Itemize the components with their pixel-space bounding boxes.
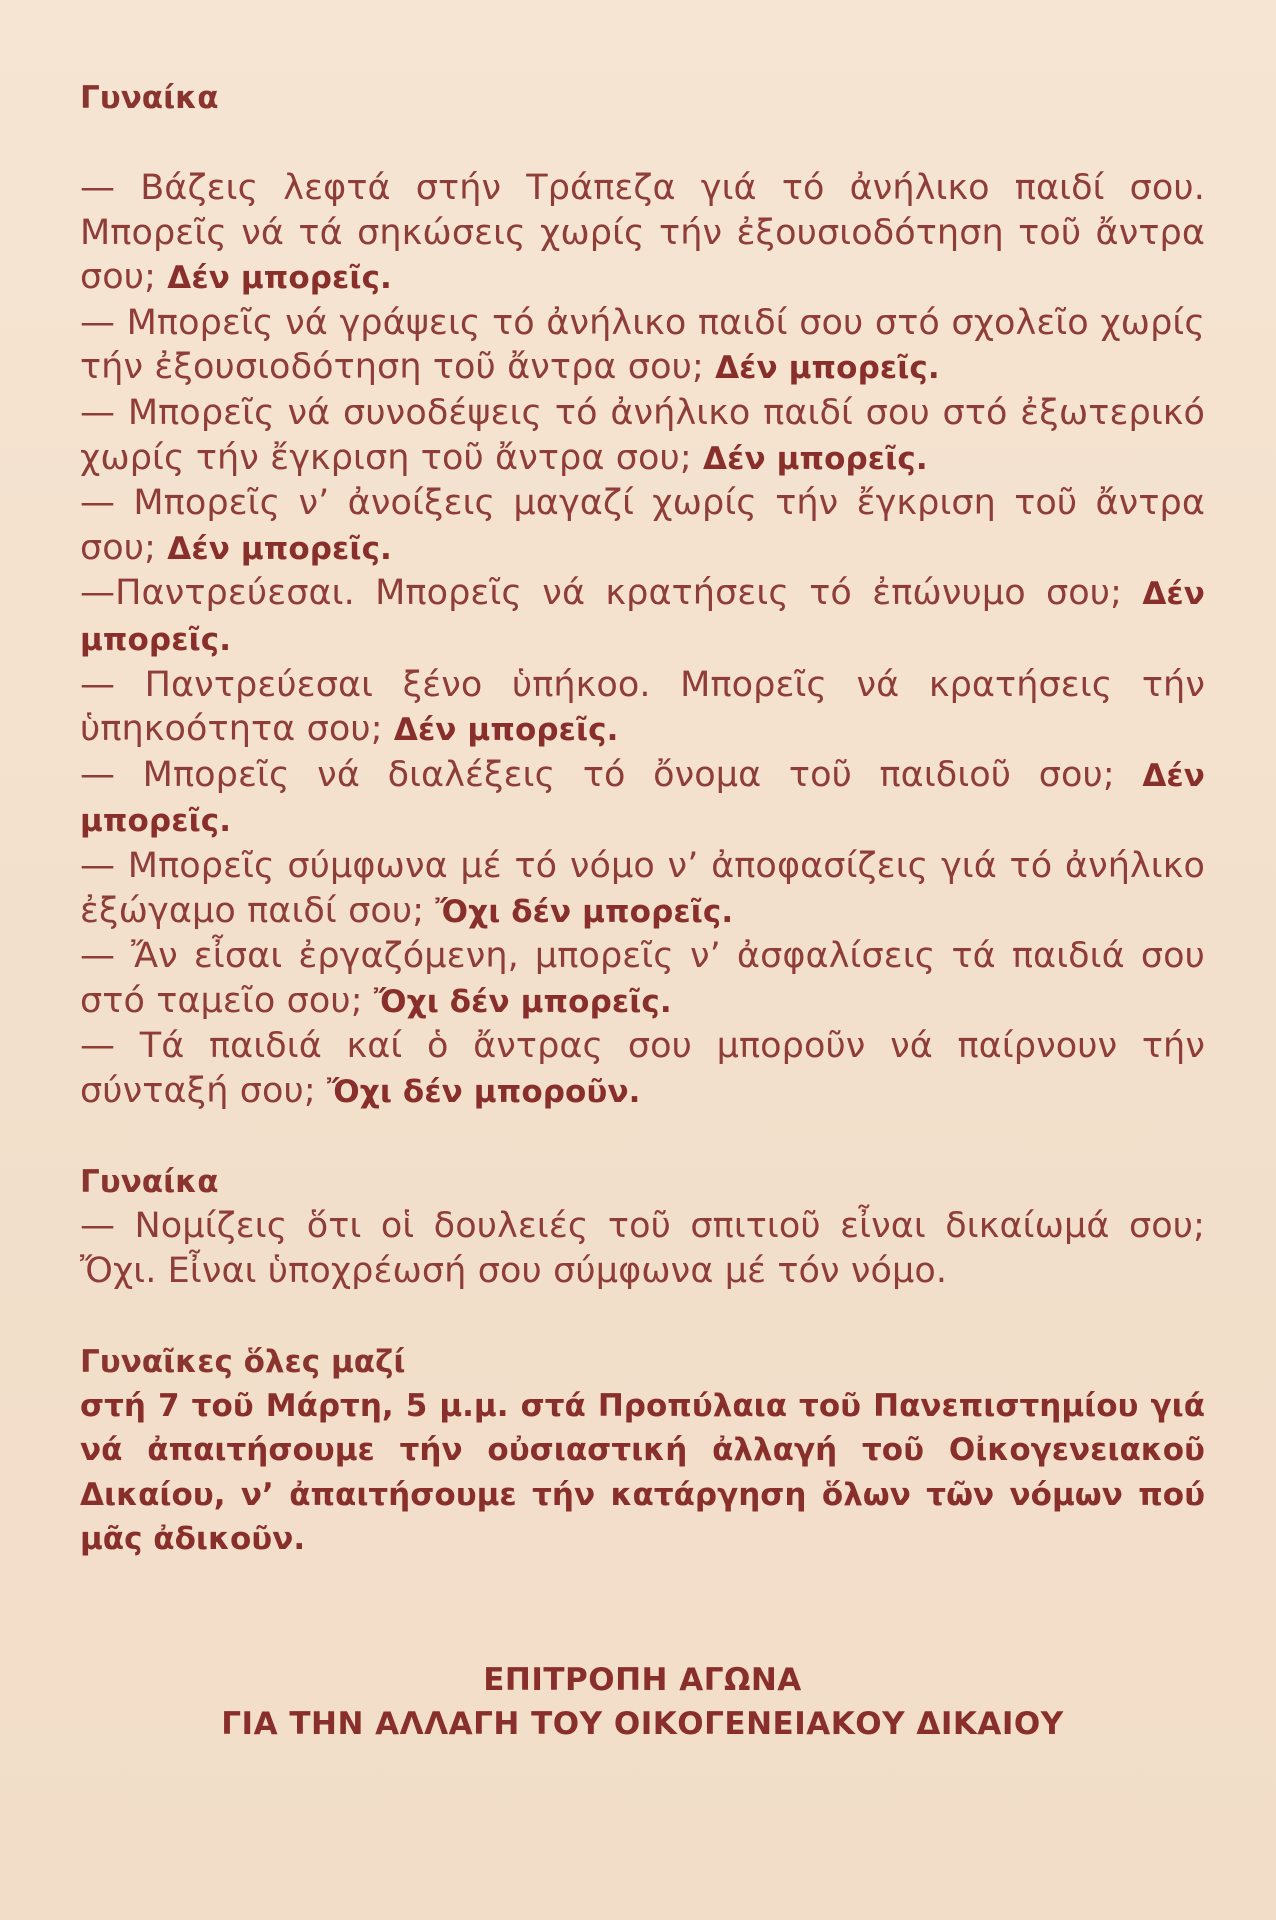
question-item bbox=[80, 391, 1205, 481]
committee-line-1: ΕΠΙΤΡΟΠΗ ΑΓΩΝΑ bbox=[483, 1662, 802, 1698]
question-item bbox=[80, 753, 1205, 844]
question-text: — Μπορεῖς νά γράψεις τό ἀνήλικο παιδί σου στό σχολεῖο χωρίς τήν ἐξουσιοδότηση τοῦ ἄντρα σου; bbox=[80, 302, 1205, 388]
question-item bbox=[80, 166, 1205, 301]
rally-paragraph: στή 7 τοῦ Μάρτη, 5 μ.μ. στά Προπύλαια τοῦ Πανεπιστημίου γιά νά ἀπαιτήσουμε τήν οὐσιαστική ἀλλαγή τοῦ Οἰκογενειακοῦ Δικαίου, ν’ ἀπαιτήσουμε τήν κατάργηση ὅλων τῶν νόμων πού μᾶς ἀδικοῦν. bbox=[80, 1387, 1205, 1558]
committee-line-2: ΓΙΑ ΤΗΝ ΑΛΛΑΓΗ ΤΟΥ ΟΙΚΟΓΕΝΕΙΑΚΟΥ ΔΙΚΑΙΟΥ bbox=[221, 1706, 1064, 1742]
question-item bbox=[80, 934, 1205, 1024]
committee-signature bbox=[80, 1658, 1205, 1746]
leaflet-content bbox=[80, 76, 1205, 1562]
question-item bbox=[80, 571, 1205, 662]
question-list bbox=[80, 166, 1205, 1114]
section-title-all-women: Γυναῖκες ὅλες μαζί bbox=[80, 1343, 406, 1380]
question-text: — Τά παιδιά καί ὁ ἄντρας σου μποροῦν νά παίρνουν τήν σύνταξή σου; bbox=[80, 1026, 1205, 1111]
question-item bbox=[80, 301, 1205, 391]
question-text: — Βάζεις λεφτά στήν Τράπεζα γιά τό ἀνήλικο παιδί σου. Μπορεῖς νά τά σηκώσεις χωρίς τήν ἐξουσιοδότηση τοῦ ἄντρα σου; bbox=[80, 168, 1205, 298]
answer-text: Δέν μπορεῖς. bbox=[80, 576, 1205, 658]
question-text: — Μπορεῖς νά συνοδέψεις τό ἀνήλικο παιδί σου στό ἐξωτερικό χωρίς τήν ἔγκριση τοῦ ἄντρα σου; bbox=[80, 392, 1205, 478]
answer-text: Δέν μπορεῖς. bbox=[80, 757, 1205, 840]
answer-text: Δέν μπορεῖς. bbox=[167, 530, 392, 567]
question-text: — Μπορεῖς νά διαλέξεις τό ὄνομα τοῦ παιδιοῦ σου; bbox=[80, 754, 1143, 795]
housework-paragraph: — Νομίζεις ὅτι οἱ δουλειές τοῦ σπιτιοῦ εἶναι δικαίωμά σου; Ὄχι. Εἶναι ὑποχρέωσή σου σύμφωνα μέ τόν νόμο. bbox=[80, 1206, 1205, 1292]
answer-text: Ὄχι δέν μποροῦν. bbox=[327, 1073, 641, 1110]
question-text: — Παντρεύεσαι ξένο ὑπήκοο. Μπορεῖς νά κρατήσεις τήν ὑπηκοότητα σου; bbox=[80, 664, 1205, 750]
answer-text: Ὄχι δέν μπορεῖς. bbox=[435, 893, 734, 930]
question-text: —Παντρεύεσαι. Μπορεῖς νά κρατήσεις τό ἐπώνυμο σου; bbox=[80, 573, 1143, 614]
question-item bbox=[80, 481, 1205, 571]
answer-text: Ὄχι δέν μπορεῖς. bbox=[373, 983, 672, 1020]
answer-text: Δέν μπορεῖς. bbox=[703, 440, 928, 477]
answer-text: Δέν μπορεῖς. bbox=[167, 260, 392, 297]
question-text: — Μπορεῖς σύμφωνα μέ τό νόμο ν’ ἀποφασίζεις γιά τό ἀνήλικο ἐξώγαμο παιδί σου; bbox=[80, 845, 1205, 931]
question-text: — Ἄν εἶσαι ἐργαζόμενη, μπορεῖς ν’ ἀσφαλίσεις τά παιδιά σου στό ταμεῖο σου; bbox=[80, 936, 1205, 1021]
answer-text: Δέν μπορεῖς. bbox=[715, 350, 940, 387]
question-item bbox=[80, 663, 1205, 753]
question-item bbox=[80, 844, 1205, 934]
answer-text: Δέν μπορεῖς. bbox=[393, 712, 619, 749]
section-title-woman: Γυναίκα bbox=[80, 80, 219, 116]
question-item bbox=[80, 1024, 1205, 1114]
section-title-woman-2: Γυναίκα bbox=[80, 1164, 219, 1201]
question-text: — Μπορεῖς ν’ ἀνοίξεις μαγαζί χωρίς τήν ἔγκριση τοῦ ἄντρα σου; bbox=[80, 483, 1205, 568]
